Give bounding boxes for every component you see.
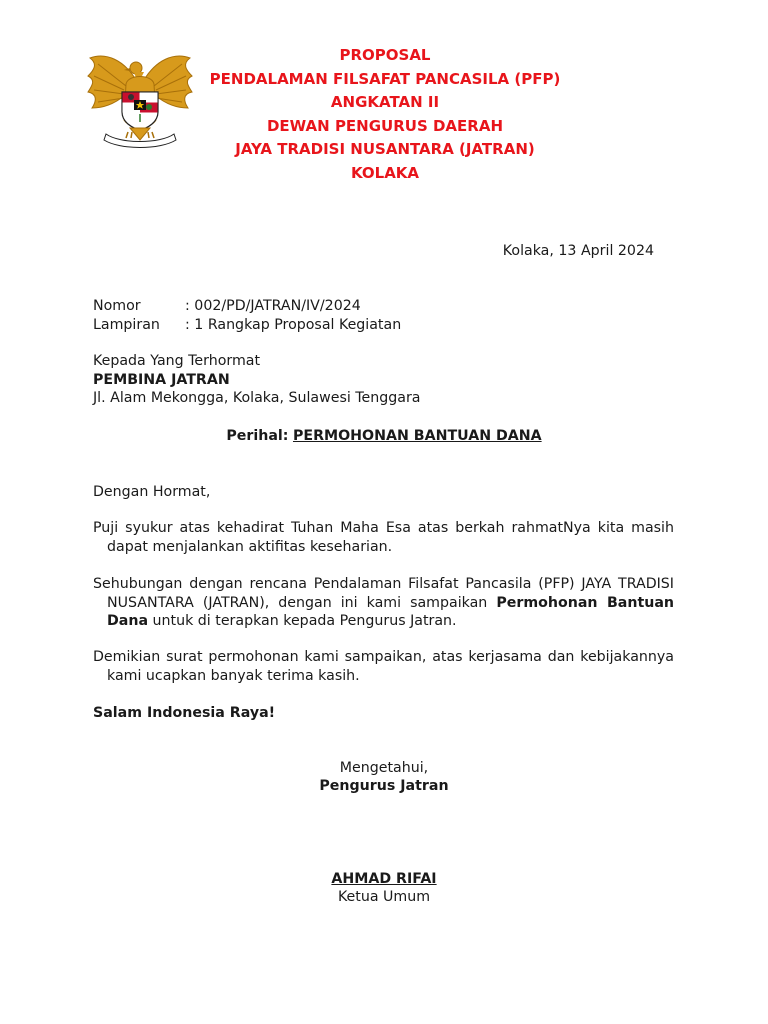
paragraph-2-emphasis: Permohonan Bantuan Dana <box>107 594 675 629</box>
signatory-title: Ketua Umum <box>337 889 431 905</box>
nomor-value: : 002/PD/JATRAN/IV/2024 <box>185 298 361 314</box>
recipient-salutation: Kepada Yang Terhormat <box>93 353 261 369</box>
signatory-name: AHMAD RIFAI <box>331 871 437 887</box>
greeting: Dengan Hormat, <box>93 484 211 500</box>
recipient-name: PEMBINA JATRAN <box>93 371 230 388</box>
signature-organization: Pengurus Jatran <box>319 778 449 794</box>
meta-row-nomor <box>93 297 401 316</box>
paragraph-2 <box>93 575 674 631</box>
letterhead-program: PENDALAMAN FILSAFAT PANCASILA (PFP) <box>209 69 561 88</box>
letterhead-council: DEWAN PENGURUS DAERAH <box>266 116 503 135</box>
lampiran-value: : 1 Rangkap Proposal Kegiatan <box>185 316 402 333</box>
lampiran-label: Lampiran <box>93 316 160 333</box>
letterhead-batch: ANGKATAN II <box>330 93 440 111</box>
paragraph-1: Puji syukur atas kehadirat Tuhan Maha Esa atas berkah rahmatNya kita masih dapat menjalankan aktifitas keseharian. <box>93 520 674 555</box>
closing-line: Salam Indonesia Raya! <box>93 705 276 721</box>
paragraph-2-text-b: untuk di terapkan kepada Pengurus Jatran. <box>148 613 457 629</box>
subject-line <box>0 427 768 446</box>
meta-row-lampiran <box>93 316 401 335</box>
signature-acknowledged: Mengetahui, <box>339 760 429 776</box>
recipient-block <box>93 352 421 408</box>
letterhead <box>160 44 610 185</box>
nomor-label: Nomor <box>93 298 141 314</box>
subject-label: Perihal: <box>226 428 289 444</box>
letterhead-title: PROPOSAL <box>339 46 431 64</box>
letterhead-city: KOLAKA <box>350 163 420 182</box>
letter-meta <box>93 297 401 334</box>
paragraph-2-text-a: Sehubungan dengan rencana Pendalaman Filsafat Pancasila (PFP) JAYA TRADISI NUSANTARA (JATRAN), dengan ini kami sampaikan <box>93 576 674 611</box>
letter-date: Kolaka, 13 April 2024 <box>502 243 654 259</box>
recipient-address: Jl. Alam Mekongga, Kolaka, Sulawesi Tenggara <box>93 390 421 406</box>
letterhead-organization: JAYA TRADISI NUSANTARA (JATRAN) <box>235 140 535 158</box>
subject-value: PERMOHONAN BANTUAN DANA <box>292 428 542 444</box>
paragraph-3: Demikian surat permohonan kami sampaikan, atas kerjasama dan kebijakannya kami ucapkan banyak terima kasih. <box>93 649 674 684</box>
signature-name-wrap <box>0 870 768 889</box>
